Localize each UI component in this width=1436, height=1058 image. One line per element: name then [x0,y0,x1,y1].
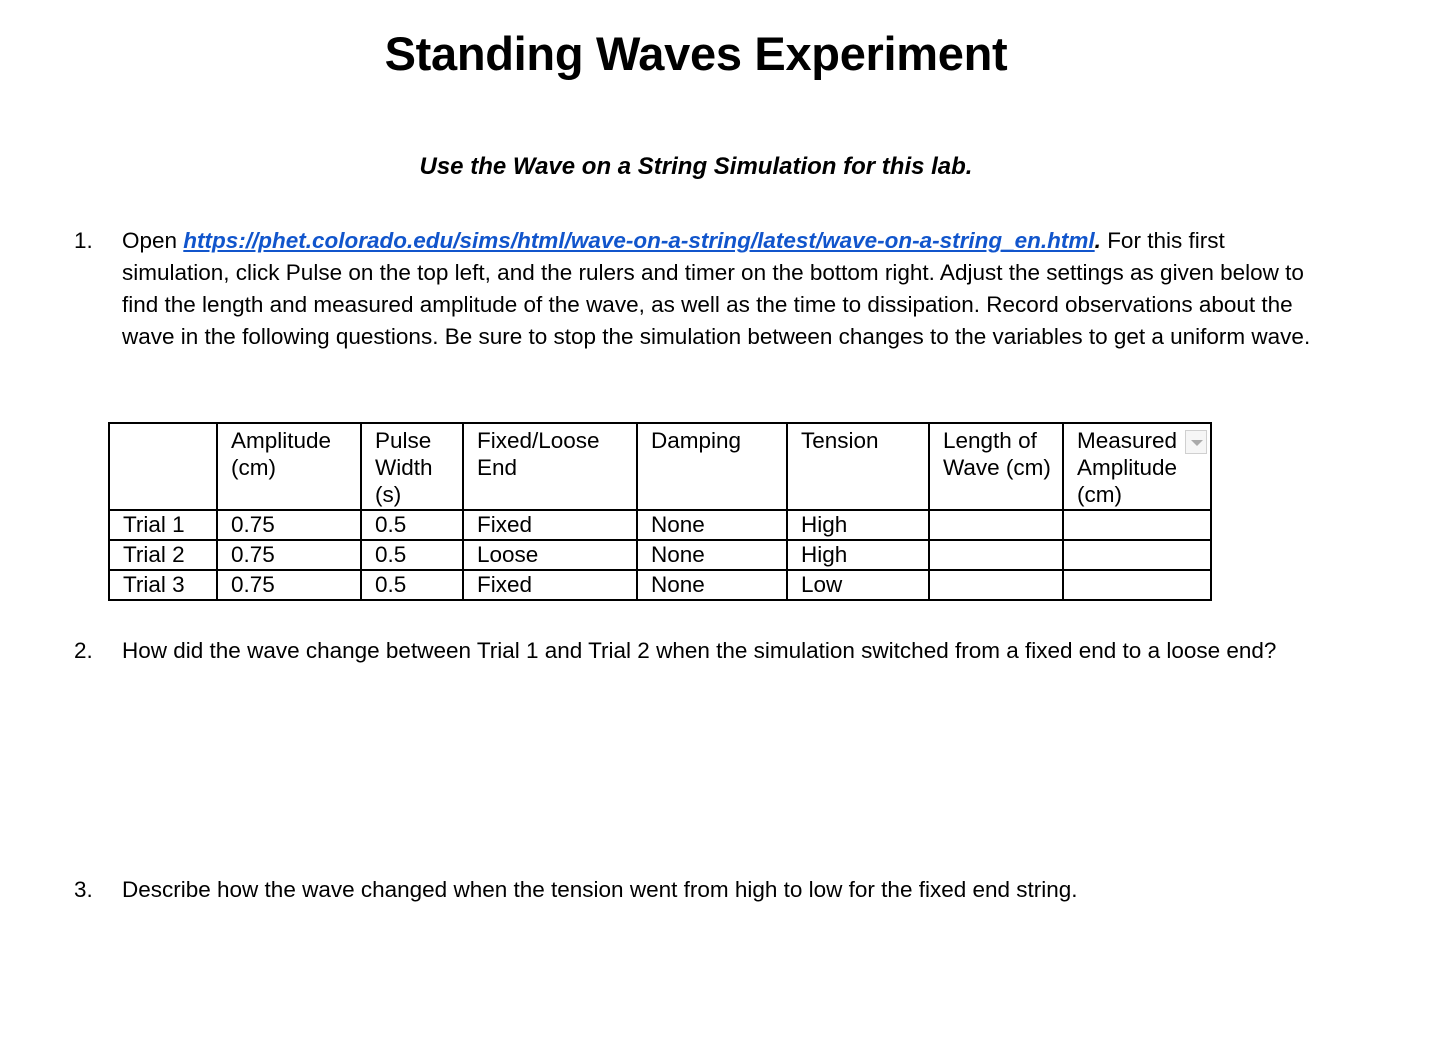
table-cell[interactable]: High [787,540,929,570]
table-cell[interactable]: High [787,510,929,540]
document-title: Standing Waves Experiment [384,27,1008,80]
table-cell[interactable]: Trial 1 [109,510,217,540]
header-cell-pulse-width[interactable]: Pulse Width (s) [361,423,463,510]
question-2-text: How did the wave change between Trial 1 and Trial 2 when the simulation switched from a fixed end to a loose end? [122,638,1277,663]
table-cell[interactable]: Low [787,570,929,600]
header-cell-damping[interactable]: Damping [637,423,787,510]
question-1-body: For this first simulation, click Pulse on the top left, and the rulers and timer on the bottom right. Adjust the settings as given below to find the length and measured amplitude of the wave, as well as the time to dissipation. Record observations about the wave in the following questions. Be sure to stop the simulation between changes to the variables to get a uniform wave. [122,228,1311,349]
question-1 [74,225,1334,353]
table-cell[interactable] [929,540,1063,570]
table-cell[interactable] [1063,570,1211,600]
question-1-number: 1. [74,228,93,253]
table-row [109,570,1211,600]
question-3-number: 3. [74,877,93,902]
header-measured-amplitude-label: Measured Amplitude (cm) [1077,428,1178,507]
table-cell[interactable] [1063,540,1211,570]
table-cell[interactable]: None [637,570,787,600]
header-cell-blank[interactable] [109,423,217,510]
question-3-text: Describe how the wave changed when the tension went from high to low for the fixed end string. [122,877,1078,902]
header-cell-length-of-wave[interactable]: Length of Wave (cm) [929,423,1063,510]
simulation-link[interactable]: https://phet.colorado.edu/sims/html/wave-on-a-string/latest/wave-on-a-string_en.html [183,228,1095,253]
table-cell[interactable]: None [637,510,787,540]
table-cell[interactable]: 0.5 [361,510,463,540]
question-1-period: . [1094,228,1101,253]
chevron-down-icon[interactable] [1185,430,1207,454]
table-cell[interactable]: Trial 2 [109,540,217,570]
table-cell[interactable]: 0.75 [217,570,361,600]
question-1-text [122,225,1334,353]
data-table [108,422,1212,601]
header-cell-amplitude[interactable]: Amplitude (cm) [217,423,361,510]
table-cell[interactable]: Trial 3 [109,570,217,600]
header-cell-measured-amplitude[interactable] [1063,423,1211,510]
document-subtitle: Use the Wave on a String Simulation for this lab. [419,153,973,180]
table-cell[interactable]: Loose [463,540,637,570]
table-header-row [109,423,1211,510]
header-cell-end-type[interactable]: Fixed/Loose End [463,423,637,510]
table-cell[interactable] [1063,510,1211,540]
table-cell[interactable]: None [637,540,787,570]
table-row [109,510,1211,540]
table-cell[interactable]: 0.5 [361,540,463,570]
header-cell-tension[interactable]: Tension [787,423,929,510]
table-cell[interactable] [929,510,1063,540]
question-2 [74,635,1334,667]
table-cell[interactable]: Fixed [463,570,637,600]
table-row [109,540,1211,570]
table-cell[interactable]: 0.75 [217,540,361,570]
question-3 [74,874,1334,906]
table-cell[interactable] [929,570,1063,600]
table-cell[interactable]: 0.5 [361,570,463,600]
table-cell[interactable]: Fixed [463,510,637,540]
question-2-number: 2. [74,638,93,663]
question-1-intro: Open [122,228,184,253]
table-cell[interactable]: 0.75 [217,510,361,540]
